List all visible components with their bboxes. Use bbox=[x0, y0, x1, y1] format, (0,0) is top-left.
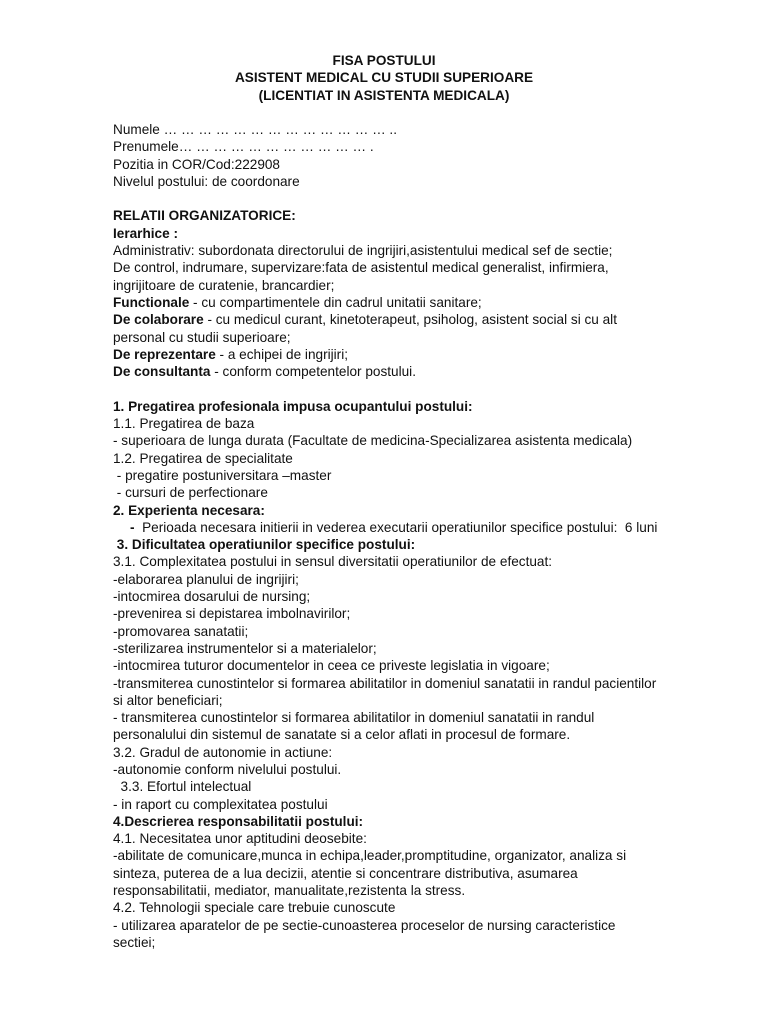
section1-line: 1.1. Pregatirea de baza bbox=[113, 416, 255, 432]
reprezentare-text: - a echipei de ingrijiri; bbox=[215, 346, 348, 362]
section1-line: - cursuri de perfectionare bbox=[113, 485, 268, 501]
section4-line: 4.1. Necesitatea unor aptitudini deosebite: bbox=[113, 831, 367, 847]
consultanta-line bbox=[113, 363, 723, 380]
section1-heading: 1. Pregatirea profesionala impusa ocupantului postului: bbox=[113, 398, 473, 414]
section3-line: si altor beneficiari; bbox=[113, 692, 223, 708]
document-title bbox=[0, 52, 768, 104]
bullet-dash: - bbox=[130, 519, 135, 535]
section2-text: Perioada necesara initierii in vederea executarii operatiunilor specifice postului: 6 luni bbox=[134, 519, 658, 535]
functionale-line bbox=[113, 294, 723, 311]
colaborare-text-2: personal cu studii superioare; bbox=[113, 329, 291, 345]
colaborare-line bbox=[113, 311, 723, 328]
section3-line: - in raport cu complexitatea postului bbox=[113, 796, 328, 812]
section4-line: sinteza, puterea de a lua decizii, atentie si concentrare distributiva, asumarea bbox=[113, 865, 578, 881]
section4-line: responsabilitatii, mediator, manualitate,rezistenta la stress. bbox=[113, 883, 466, 899]
field-pozitia: Pozitia in COR/Cod:222908 bbox=[113, 156, 280, 172]
section1-line: 1.2. Pregatirea de specialitate bbox=[113, 450, 293, 466]
title-line-1: FISA POSTULUI bbox=[332, 53, 436, 68]
section3-line: 3.3. Efortul intelectual bbox=[113, 779, 252, 795]
section3-line: - transmiterea cunostintelor si formarea abilitatilor in domeniul sanatatii in randul bbox=[113, 710, 595, 726]
control-text-1: De control, indrumare, supervizare:fata de asistentul medical generalist, infirmiera, bbox=[113, 260, 609, 276]
section3-heading: 3. Dificultatea operatiunilor specifice postului: bbox=[113, 537, 416, 553]
section3-line: -promovarea sanatatii; bbox=[113, 623, 249, 639]
reprezentare-line bbox=[113, 346, 723, 363]
section4-heading: 4.Descrierea responsabilitatii postului: bbox=[113, 813, 364, 829]
title-line-3: (LICENTIAT IN ASISTENTA MEDICALA) bbox=[258, 87, 510, 103]
section3-line: -sterilizarea instrumentelor si a materialelor; bbox=[113, 640, 377, 656]
section3-line: -transmiterea cunostintelor si formarea abilitatilor in domeniul sanatatii in randul pacientilor bbox=[113, 675, 657, 691]
section4-line: -abilitate de comunicare,munca in echipa,leader,promptitudine, organizator, analiza si bbox=[113, 848, 627, 864]
section2-heading: 2. Experienta necesara: bbox=[113, 502, 265, 518]
section3-line: -prevenirea si depistarea imbolnavirilor; bbox=[113, 606, 351, 622]
section3-line: -intocmirea dosarului de nursing; bbox=[113, 589, 311, 605]
reprezentare-label: De reprezentare bbox=[113, 346, 216, 362]
section3-line: 3.1. Complexitatea postului in sensul diversitatii operatiunilor de efectuat: bbox=[113, 554, 553, 570]
spacer bbox=[113, 190, 723, 207]
consultanta-label: De consultanta bbox=[113, 364, 211, 380]
consultanta-text: - conform competentelor postului. bbox=[210, 364, 416, 380]
title-line-2: ASISTENT MEDICAL CU STUDII SUPERIOARE bbox=[234, 70, 534, 86]
field-prenumele: Prenumele… … … … … … … … … … … . bbox=[113, 139, 374, 155]
section3-line: -intocmirea tuturor documentelor in ceea ce priveste legislatia in vigoare; bbox=[113, 658, 550, 674]
section3-line: 3.2. Gradul de autonomie in actiune: bbox=[113, 744, 333, 760]
spacer bbox=[113, 380, 723, 397]
section4-line: 4.2. Tehnologii speciale care trebuie cunoscute bbox=[113, 900, 396, 916]
colaborare-text: - cu medicul curant, kinetoterapeut, psiholog, asistent social si cu alt bbox=[203, 312, 617, 328]
section3-line: -autonomie conform nivelului postului. bbox=[113, 761, 342, 777]
section4-line: sectiei; bbox=[113, 934, 156, 950]
functionale-text: - cu compartimentele din cadrul unitatii sanitare; bbox=[189, 294, 482, 310]
control-text-2: ingrijitoare de curatenie, brancardier; bbox=[113, 277, 335, 293]
field-numele: Numele … … … … … … … … … … … … … .. bbox=[113, 122, 397, 137]
section1-line: - superioara de lunga durata (Facultate de medicina-Specializarea asistenta medicala) bbox=[113, 433, 633, 449]
functionale-label: Functionale bbox=[113, 294, 190, 310]
document-body bbox=[113, 121, 723, 951]
relatii-heading: RELATII ORGANIZATORICE: bbox=[113, 208, 296, 224]
section4-line: - utilizarea aparatelor de pe sectie-cunoasterea proceselor de nursing caracteristice bbox=[113, 917, 616, 933]
section1-line: - pregatire postuniversitara –master bbox=[113, 467, 332, 483]
colaborare-label: De colaborare bbox=[113, 312, 204, 328]
section2-line bbox=[113, 519, 723, 536]
section3-line: -elaborarea planului de ingrijiri; bbox=[113, 571, 299, 587]
administrativ-text: Administrativ: subordonata directorului de ingrijiri,asistentului medical sef de sectie; bbox=[113, 243, 613, 259]
section3-line: personalului din sistemul de sanatate si a celor aflati in procesul de formare. bbox=[113, 727, 571, 743]
field-nivelul: Nivelul postului: de coordonare bbox=[113, 173, 300, 189]
ierarhice-label: Ierarhice : bbox=[113, 225, 178, 241]
